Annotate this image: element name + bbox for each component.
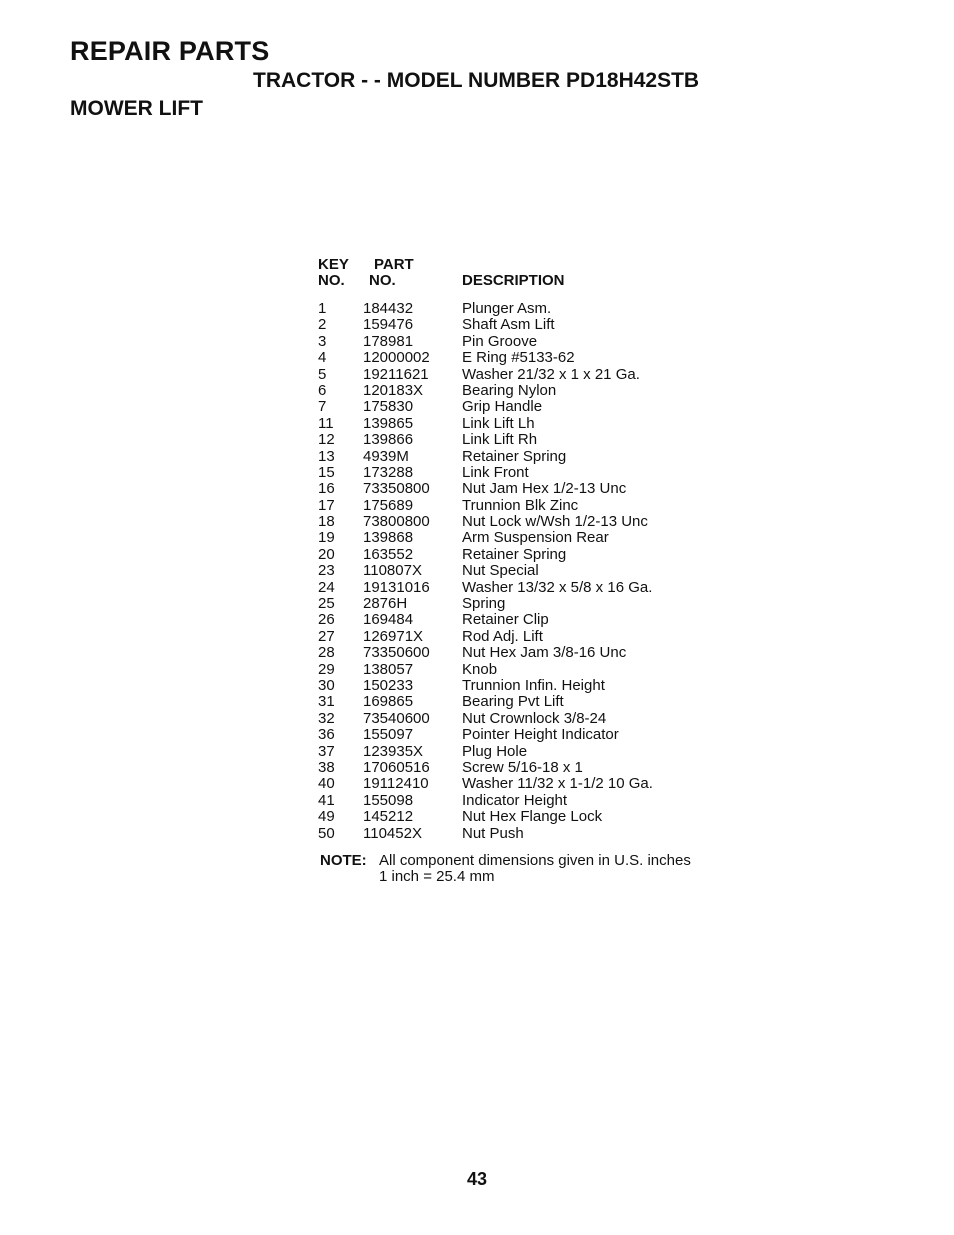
note-label: NOTE:	[320, 852, 367, 869]
key-no: 20	[318, 545, 335, 563]
part-description: Pin Groove	[462, 332, 538, 350]
part-description: Nut Jam Hex 1/2-13 Unc	[462, 480, 627, 498]
key-no: 29	[318, 660, 335, 678]
part-description: Pointer Height Indicator	[462, 726, 619, 744]
note-line2: 1 inch = 25.4 mm	[379, 868, 495, 886]
part-no: 175689	[363, 496, 414, 514]
key-no: 27	[318, 627, 335, 645]
key-no: 40	[318, 775, 335, 793]
part-no: 155097	[363, 726, 414, 744]
part-no: 73350600	[363, 644, 430, 662]
part-no: 4939M	[363, 447, 409, 465]
key-no: 2	[318, 316, 327, 334]
part-description: Nut Hex Jam 3/8-16 Unc	[462, 644, 627, 662]
key-no: 15	[318, 463, 335, 481]
part-no: 184432	[363, 300, 414, 317]
part-no: 169865	[363, 693, 414, 711]
part-no: 12000002	[363, 349, 430, 367]
part-description: Shaft Asm Lift	[462, 316, 555, 334]
part-no: 126971X	[363, 627, 424, 645]
key-no: 7	[318, 398, 327, 416]
part-no: 73540600	[363, 709, 430, 727]
part-no: 139865	[363, 414, 414, 432]
part-no: 139868	[363, 529, 414, 547]
part-no: 169484	[363, 611, 414, 629]
key-no: 23	[318, 562, 335, 580]
key-no: 26	[318, 611, 335, 629]
key-no: 30	[318, 676, 335, 694]
key-no: 1	[318, 300, 327, 317]
header-description: DESCRIPTION	[462, 272, 565, 289]
header-key-line2: NO.	[318, 272, 345, 289]
part-no: 120183X	[363, 381, 424, 399]
key-no: 6	[318, 381, 327, 399]
part-no: 150233	[363, 676, 414, 694]
part-description: Retainer Clip	[462, 611, 549, 629]
part-description: Grip Handle	[462, 398, 543, 416]
part-no: 163552	[363, 545, 414, 563]
part-no: 19112410	[363, 775, 429, 793]
part-description: Retainer Spring	[462, 447, 567, 465]
part-description: Nut Crownlock 3/8-24	[462, 709, 607, 727]
key-no: 41	[318, 791, 335, 809]
part-description: Link Lift Rh	[462, 431, 538, 449]
part-no: 139866	[363, 431, 414, 449]
key-no: 36	[318, 726, 335, 744]
header-part-line1: PART	[374, 256, 414, 273]
part-no: 110807X	[363, 562, 422, 580]
part-no: 173288	[363, 463, 414, 481]
key-no: 37	[318, 742, 335, 760]
part-description: Retainer Spring	[462, 545, 567, 563]
key-no: 16	[318, 480, 335, 498]
header-part-line2: NO.	[369, 272, 396, 289]
header-key-line1: KEY	[318, 256, 349, 273]
part-no: 73800800	[363, 513, 430, 531]
part-description: Bearing Pvt Lift	[462, 693, 564, 711]
part-description: Trunnion Infin. Height	[462, 676, 605, 694]
part-description: Nut Hex Flange Lock	[462, 808, 603, 826]
key-no: 38	[318, 758, 335, 776]
key-no: 31	[318, 693, 335, 711]
part-description: Arm Suspension Rear	[462, 529, 609, 547]
part-no: 73350800	[363, 480, 430, 498]
key-no: 13	[318, 447, 335, 465]
part-description: Nut Lock w/Wsh 1/2-13 Unc	[462, 513, 648, 531]
key-no: 50	[318, 824, 335, 842]
part-description: Screw 5/16-18 x 1	[462, 758, 583, 776]
key-no: 5	[318, 365, 327, 383]
section-title: MOWER LIFT	[70, 97, 203, 120]
part-no: 17060516	[363, 758, 430, 776]
key-no: 4	[318, 349, 327, 367]
note-line1: All component dimensions given in U.S. inches	[379, 852, 691, 869]
model-title: TRACTOR - - MODEL NUMBER PD18H42STB	[253, 69, 700, 92]
part-description: Plunger Asm.	[462, 300, 552, 317]
part-no: 138057	[363, 660, 414, 678]
part-no: 19211621	[363, 365, 429, 383]
part-no: 123935X	[363, 742, 424, 760]
key-no: 24	[318, 578, 335, 596]
key-no: 28	[318, 644, 335, 662]
key-no: 3	[318, 332, 327, 350]
page-number: 43	[466, 1169, 488, 1189]
part-no: 2876H	[363, 595, 408, 613]
part-no: 178981	[363, 332, 414, 350]
part-description: Bearing Nylon	[462, 381, 557, 399]
part-description: Link Front	[462, 463, 529, 481]
part-description: Knob	[462, 660, 498, 678]
key-no: 11	[318, 414, 334, 432]
part-description: Trunnion Blk Zinc	[462, 496, 579, 514]
key-no: 18	[318, 513, 335, 531]
key-no: 12	[318, 431, 335, 449]
key-no: 49	[318, 808, 335, 826]
part-description: Indicator Height	[462, 791, 568, 809]
key-no: 25	[318, 595, 335, 613]
part-description: E Ring #5133-62	[462, 349, 575, 367]
page-title: REPAIR PARTS	[70, 36, 270, 66]
part-no: 175830	[363, 398, 414, 416]
key-no: 17	[318, 496, 335, 514]
part-description: Link Lift Lh	[462, 414, 535, 432]
part-no: 145212	[363, 808, 414, 826]
key-no: 19	[318, 529, 335, 547]
part-no: 155098	[363, 791, 414, 809]
part-description: Washer 21/32 x 1 x 21 Ga.	[462, 365, 640, 383]
part-no: 110452X	[363, 824, 422, 842]
key-no: 32	[318, 709, 335, 727]
part-description: Rod Adj. Lift	[462, 627, 543, 645]
part-description: Nut Special	[462, 562, 539, 580]
part-no: 19131016	[363, 578, 430, 596]
part-no: 159476	[363, 316, 414, 334]
part-description: Plug Hole	[462, 742, 528, 760]
part-description: Spring	[462, 595, 506, 613]
part-description: Washer 11/32 x 1-1/2 10 Ga.	[462, 775, 653, 793]
part-description: Nut Push	[462, 824, 524, 842]
part-description: Washer 13/32 x 5/8 x 16 Ga.	[462, 578, 653, 596]
